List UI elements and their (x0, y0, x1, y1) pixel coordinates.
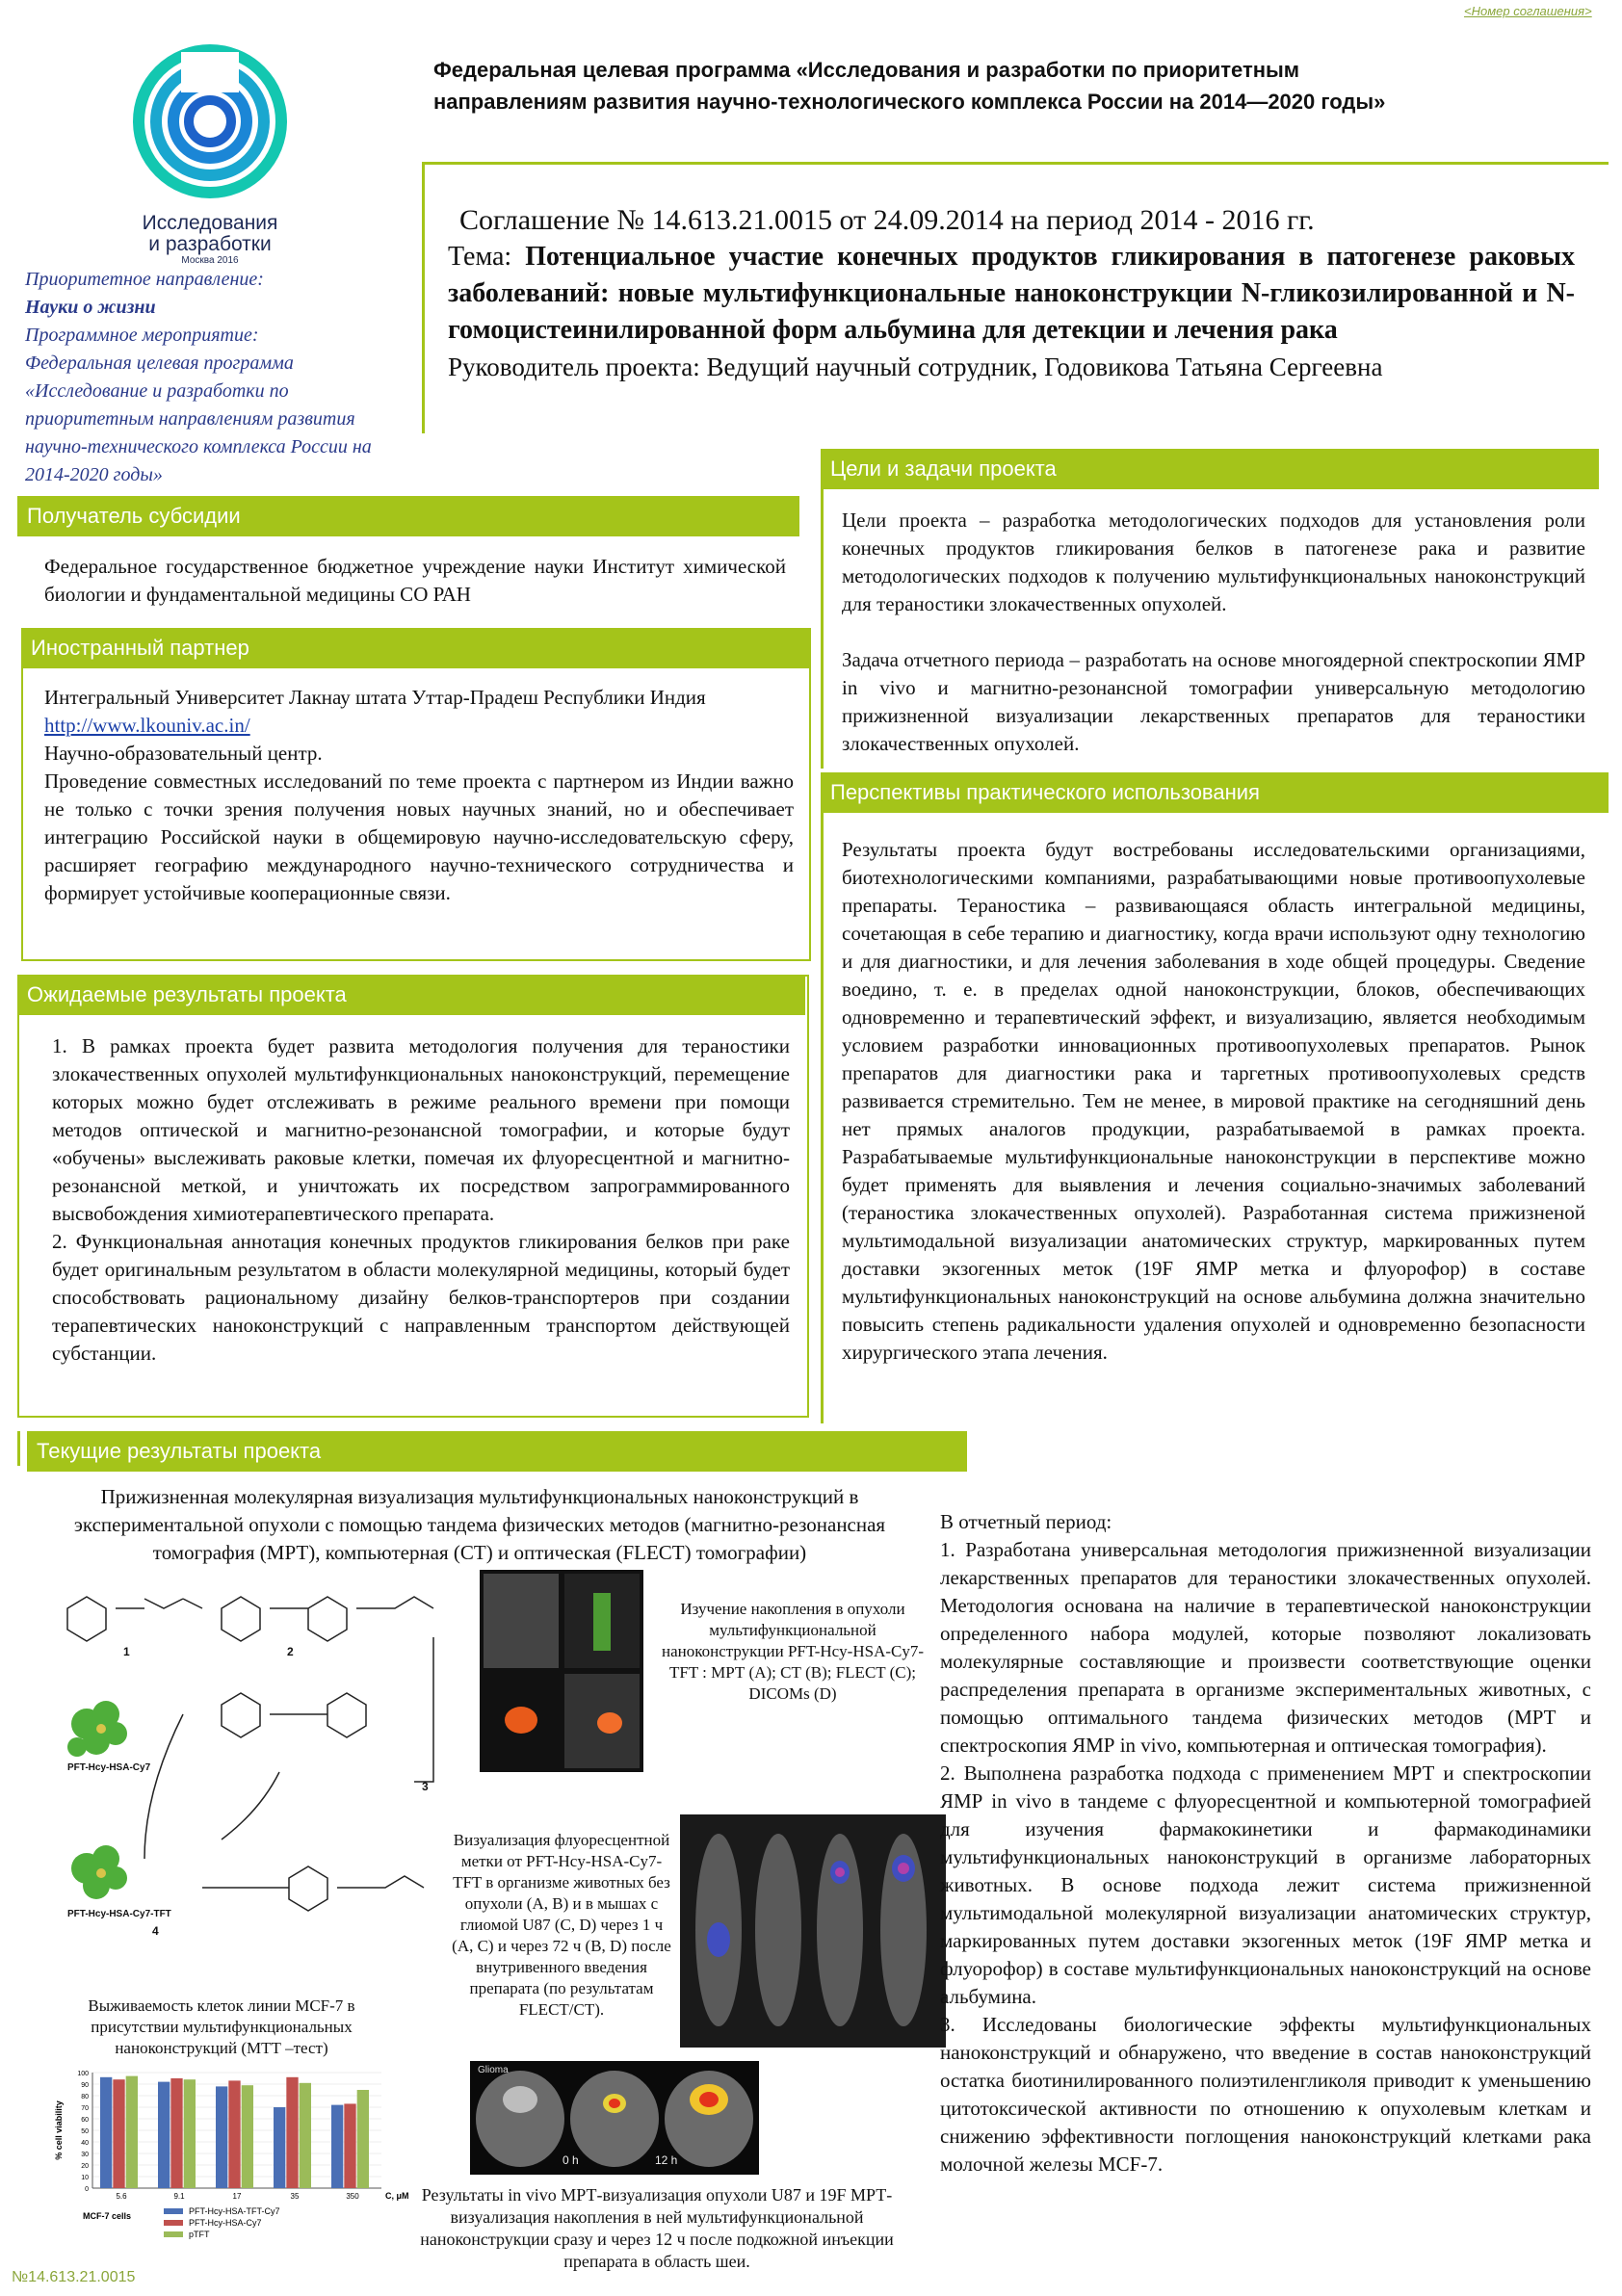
legend-label: pTFT (189, 2230, 210, 2239)
scheme-label-pft-cy7: PFT-Hcy-HSA-Cy7 (67, 1762, 151, 1773)
bar (300, 2083, 311, 2188)
survival-chart (48, 2061, 414, 2254)
expected-title: Ожидаемые результаты проекта (17, 975, 805, 1015)
theme (448, 239, 1575, 349)
program-title-line2: направлениям развития научно-технологического комплекса России на 2014—2020 годы» (433, 90, 1386, 114)
mri-label-glioma: Glioma (478, 2065, 509, 2075)
legend-label: PFT-Hcy-HSA-Cy7 (189, 2218, 262, 2228)
expected-body (52, 1032, 790, 1368)
prospects-border (821, 813, 824, 1423)
partner-link[interactable]: http://www.lkouniv.ac.in/ (44, 714, 250, 737)
goals-body (842, 507, 1585, 778)
leader-label: Руководитель проекта: (448, 352, 700, 381)
caption-mri: Результаты in vivo МРТ-визуализация опухоли U87 и 19F МРТ-визуализация накопления в ней мультифункциональной наноконструкции сразу и через 12 ч после подкожной инъекции препарата в область шеи. (420, 2185, 894, 2271)
period-item-1: 1. Разработана универсальная методология прижизненной визуализации лекарственных препаратов для тераностики злокачественных опухолей. Методология основана на наличие в терапевтической наноконструкции определенного набора модулей, которые позволяют локализовать молекулярные составляющие и произвести соответствующие оценки распределения препарата в организме экспериментальных животных, с помощью оптимального тандема физических методов (МРТ и спектроскопия ЯМР in vivo, компьютерная и оптическая томография). (940, 1538, 1591, 1757)
bar (357, 2090, 369, 2188)
bar (274, 2107, 285, 2188)
logo-rings-icon (123, 42, 297, 206)
period-label: В отчетный период: (940, 1510, 1112, 1533)
caption-accumulation: Изучение накопления в опухоли мультифункциональной наноконструкции PFT-Hcy-HSA-Cy7-TFT : МРТ (А); СТ (B); FLECT (C); DICOMs (D) (661, 1600, 925, 1703)
x-axis-label: C, μM (385, 2191, 409, 2201)
scheme-label-pft-tft: PFT-Hcy-HSA-Cy7-TFT (67, 1909, 171, 1919)
event-label: Программное мероприятие: (25, 325, 259, 346)
bar (158, 2082, 170, 2188)
x-tick-label: 17 (232, 2192, 242, 2201)
mri-label-0h: 0 h (562, 2153, 579, 2167)
goals-text-2: Задача отчетного периода – разработать на основе многоядерной спектроскопии ЯМР in vivo и магнитно-резонансной томографии универсальную методологию прижизненной визуализации лекарственных препаратов для тераностики злокачественных опухолей. (842, 648, 1585, 755)
goals-text-1: Цели проекта – разработка методологических подходов для установления роли конечных продуктов гликирования белков в патогенезе рака и развитие методологических подходов к получению мультифункциональных наноконструкций для тераностики злокачественных опухолей. (842, 509, 1585, 615)
scheme-label-2: 2 (287, 1645, 294, 1658)
y-tick-label: 10 (81, 2175, 89, 2181)
mice-fluorescence-image (680, 1814, 946, 2048)
logo-year: Москва 2016 (181, 255, 239, 266)
logo-text-line1: Исследования (142, 212, 278, 234)
current-title: Текущие результаты проекта (27, 1431, 967, 1472)
bar (126, 2076, 138, 2188)
bar (331, 2105, 343, 2188)
partner-name: Интегральный Университет Лакнау штата Уттар-Прадеш Республики Индия (44, 686, 706, 709)
y-tick-label: 80 (81, 2094, 89, 2100)
goals-title: Цели и задачи проекта (821, 449, 1599, 489)
y-tick-label: 30 (81, 2152, 89, 2158)
agreement-text: Соглашение № 14.613.21.0015 от 24.09.2014 на период 2014 - 2016 гг. (459, 204, 1315, 236)
current-intro: Прижизненная молекулярная визуализация мультифункциональных наноконструкций в экспериментальной опухоли с помощью тандема физических методов (магнитно-резонансная томография (МРТ), компьютерная (СТ) и оптическая (FLECT) томографии) (73, 1485, 886, 1564)
chemical-scheme-figure (48, 1570, 472, 1955)
priority-label: Приоритетное направление: (25, 269, 264, 290)
priority-block (25, 266, 410, 489)
bar (216, 2086, 227, 2188)
bar (100, 2077, 112, 2188)
leader-value: Ведущий научный сотрудник, Годовикова Татьяна Сергеевна (706, 352, 1383, 381)
recipient-text: Федеральное государственное бюджетное учреждение науки Институт химической биологии и фундаментальной медицины СО РАН (44, 555, 786, 606)
x-tick-label: 35 (290, 2192, 300, 2201)
bar (286, 2077, 298, 2188)
logo (123, 42, 297, 266)
survival-chart-svg (48, 2061, 414, 2254)
partner-body (44, 684, 794, 907)
leader (448, 349, 1575, 385)
footer-number: №14.613.21.0015 (12, 2269, 136, 2285)
mri-images (470, 2061, 759, 2175)
y-tick-label: 0 (85, 2186, 89, 2193)
bar (228, 2080, 240, 2188)
scheme-label-1: 1 (123, 1645, 130, 1658)
caption-survival: Выживаемость клеток линии MCF-7 в присутствии мультифункциональных наноконструкций (МТТ –тест) (88, 1996, 355, 2057)
mice-silhouettes (680, 1814, 946, 2048)
y-axis-label: % cell viability (54, 2100, 64, 2160)
y-tick-label: 20 (81, 2163, 89, 2170)
bar (170, 2078, 182, 2188)
partner-description: Проведение совместных исследований по теме проекта с партнером из Индии важно не только с точки зрения получения новых научных знаний, но и обеспечивает интеграцию Российской науки в общемировую научно-исследовательскую сферу, расширяет географию международного научно-технического сотрудничества и формирует устойчивые кооперационные связи. (44, 770, 794, 904)
prospects-title: Перспективы практического использования (821, 772, 1609, 813)
y-tick-label: 40 (81, 2140, 89, 2147)
y-tick-label: 70 (81, 2105, 89, 2112)
header-border-top (422, 162, 1609, 165)
period-item-2: 2. Выполнена разработка подхода с применением МРТ и спектроскопии ЯМР in vivo в тандеме с флуоресцентной и компьютерной томографией для изучения фармакокинетики и фармакодинамики мультифункциональных наноконструкций в организме лабораторных животных. В основе подхода лежит система прижизненной мультимодальной молекулярной визуализации анатомических структур, маркированных путем доставки экзогенных меток (19F ЯМР метка и флуорофор) в составе мультифункциональных наноконструкций на основе альбумина. (940, 1761, 1591, 2008)
current-border-left (17, 1431, 20, 1466)
prospects-text: Результаты проекта будут востребованы исследовательскими организациями, биотехнологическими компаниями, разрабатывающими новые противоопухолевые препараты. Тераностика – развивающаяся область интегральной медицины, сочетающая в себе терапию и диагностику, когда врачи используют одну технологию и для диагностики, и для лечения заболевания в ходе общей процедуры. Сведение воедино, т. е. в пределах одной наноконструкции, блоков, обеспечивающих одновременно и терапевтический эффект, и визуализацию, является необходимым условием разработки инновационных противоопухолевых препаратов. Рынок препаратов для диагностики рака и таргетных противоопухолевых средств развивается стремительно. Тем не менее, в мировой практике на сегодняшний день нет прямых аналогов продукции, разрабатываемой в рамках проекта. Разрабатываемые мультифункциональные наноконструкции в перспективе можно будет применять для выявления и лечения социально-значимых заболеваний (тераностика злокачественных опухолей). Разработанная система прижизненой мультимодальной визуализации анатомических структур, маркированных путем доставки экзогенных меток (19F ЯМР метка и флуорофор) в составе мультифункциональных наноконструкций на основе альбумина должна значительно повысить степень радикальности удаления опухолей и одновременно безопасности хирургического этапа лечения. (842, 838, 1585, 1364)
partner-center: Научно-образовательный центр. (44, 742, 323, 765)
x-tick-label: 350 (346, 2192, 359, 2201)
mri-label-12h: 12 h (655, 2153, 678, 2167)
partner-title: Иностранный партнер (21, 628, 809, 668)
header-border-left (422, 162, 425, 433)
y-tick-label: 90 (81, 2082, 89, 2089)
bar (113, 2079, 124, 2188)
program-title-line1: Федеральная целевая программа «Исследования и разработки по приоритетным (433, 58, 1300, 82)
y-tick-label: 50 (81, 2128, 89, 2135)
caption-fluorescence: Визуализация флуоресцентной метки от PFT-Hcy-HSA-Cy7-TFT в организме животных без опухоли (A, B) и в мышах с глиомой U87 (C, D) через 1 ч (A, C) и через 72 ч (B, D) после внутривенного введения препарата (по результатам FLECT/CT). (452, 1831, 671, 2019)
recipient-title: Получатель субсидии (17, 496, 799, 536)
priority-value: Науки о жизни (25, 297, 156, 318)
legend-label: PFT-Hcy-HSA-TFT-Cy7 (189, 2206, 280, 2216)
accumulation-images (480, 1570, 643, 1772)
mri-drawing (470, 2061, 759, 2175)
header-block (448, 202, 1575, 385)
theme-label: Тема: (448, 242, 512, 272)
period-item-3: 3. Исследованы биологические эффекты мультифункциональных наноконструкций и обнаружено, что введение в состав наноконструкций остатка биотинилированного полиэтиленгликоля приводит к уменьшению цитотоксической активности по отношению к опухолевым клеткам и снижению эффективности поглощения наноконструкций клетками рака молочной железы MCF-7. (940, 2013, 1591, 2176)
goals-border (821, 489, 824, 769)
event-value: Федеральная целевая программа «Исследование и разработки по приоритетным направлениям развития научно-технического комплекса России на 2014-2020 годы» (25, 352, 372, 485)
expected-item-2: 2. Функциональная аннотация конечных продуктов гликирования белков при раке будет оригинальным результатом в области молекулярной медицины, который будет способствовать рациональному дизайну белков-транспортеров при создании терапевтических наноконструкций с направленным транспортом действующей субстанции. (52, 1230, 790, 1365)
logo-text-line2: и разработки (148, 233, 272, 255)
agreement-number-link[interactable]: <Номер соглашения> (1464, 4, 1592, 18)
group-label: MCF-7 cells (83, 2211, 132, 2221)
expected-item-1: 1. В рамках проекта будет развита методология получения для тераностики злокачественных опухолей мультифункциональных наноконструкций, перемещение которых можно будет отслеживать в режиме реального времени при помощи методов оптической и магнитно-резонансной томографии, и которые будут «обучены» выслеживать раковые клетки, помечая их флуоресцентной и магнитно-резонансной меткой, и уничтожать их посредством запрограммированного высвобождения химиотерапевтического препарата. (52, 1034, 790, 1225)
y-tick-label: 100 (77, 2071, 89, 2077)
scheme-label-3: 3 (422, 1780, 429, 1793)
bar (344, 2103, 355, 2188)
y-tick-label: 60 (81, 2117, 89, 2124)
program-title (433, 54, 1570, 117)
bar (242, 2085, 253, 2188)
theme-text: Потенциальное участие конечных продуктов гликирования в патогенезе раковых заболеваний: новые мультифункциональные наноконструкции N-гликозилированной и N-гомоцистеинилированной форм альбумина для детекции и лечения рака (448, 242, 1576, 345)
bar (184, 2079, 196, 2188)
x-tick-label: 9.1 (173, 2192, 185, 2201)
x-tick-label: 5.6 (116, 2192, 127, 2201)
period-results (940, 1508, 1591, 2179)
scheme-label-4: 4 (152, 1924, 159, 1938)
